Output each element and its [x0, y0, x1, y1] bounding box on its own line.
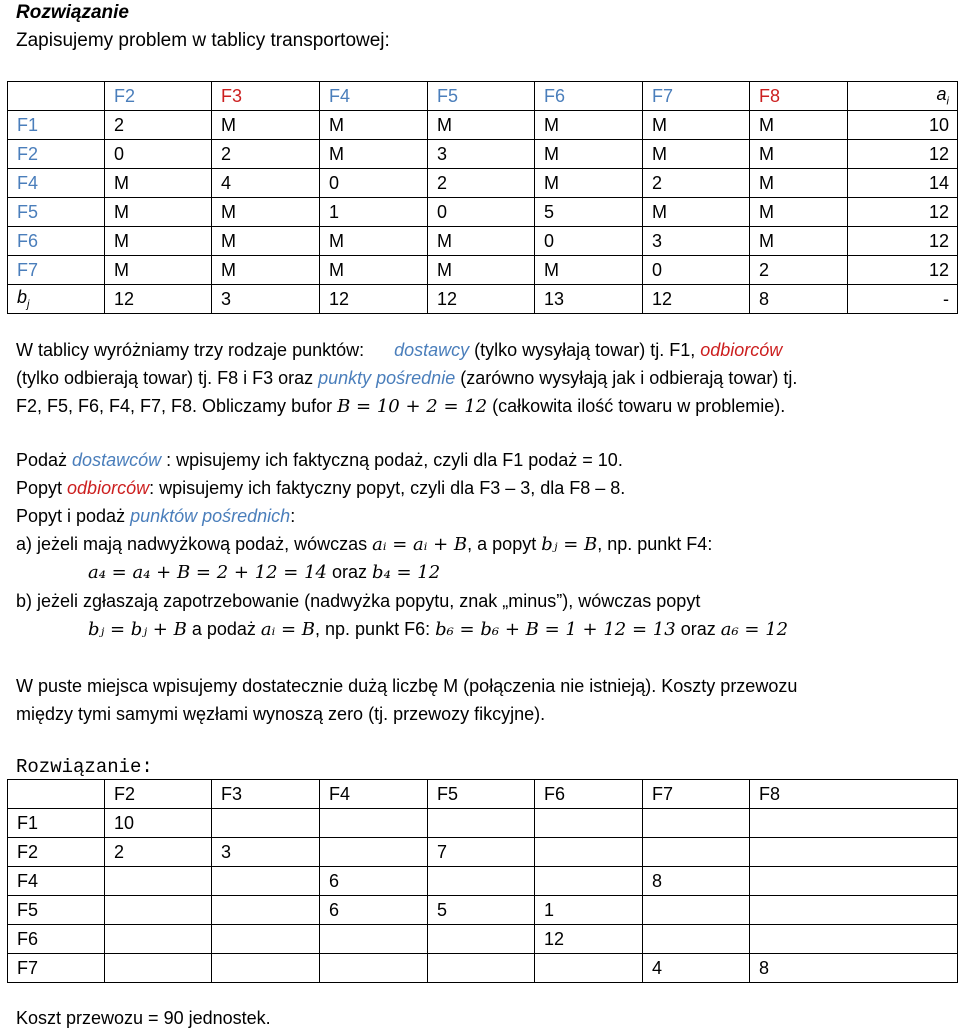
math-expression: aᵢ = B — [260, 619, 316, 640]
list-item-continuation: a₄ = a₄ + B = 2 + 12 = 14 oraz b₄ = 12 — [88, 562, 441, 583]
row-label: F5 — [8, 198, 105, 227]
table-cell: 0 — [105, 140, 212, 169]
supply-cell: 12 — [848, 227, 958, 256]
math-expression: aᵢ = aᵢ + B — [372, 534, 468, 555]
table-cell: 10 — [105, 809, 212, 838]
table-cell — [212, 809, 320, 838]
table-cell — [320, 809, 428, 838]
table-cell: M — [643, 198, 750, 227]
table-cell: 12 — [535, 925, 643, 954]
table-cell — [212, 896, 320, 925]
table-cell: M — [643, 111, 750, 140]
table-row — [8, 867, 958, 896]
table-cell — [750, 925, 958, 954]
demand-cell: 12 — [320, 285, 428, 314]
table-cell: M — [750, 227, 848, 256]
table-cell: 0 — [428, 198, 535, 227]
table-cell — [105, 896, 212, 925]
solution-heading: Rozwiązanie — [16, 2, 129, 23]
math-expression: b₆ = b₆ + B = 1 + 12 = 13 — [435, 619, 676, 640]
supply-cell: 10 — [848, 111, 958, 140]
row-label: F7 — [8, 954, 105, 983]
demand-cell: 13 — [535, 285, 643, 314]
table-cell — [105, 925, 212, 954]
table-cell: 2 — [105, 838, 212, 867]
table-cell: M — [750, 111, 848, 140]
table-cell: M — [750, 140, 848, 169]
table-cell: M — [428, 256, 535, 285]
table-cell — [535, 954, 643, 983]
table-cell: M — [535, 256, 643, 285]
table-header-row — [8, 780, 958, 809]
table-cell: 4 — [643, 954, 750, 983]
table-cell — [535, 867, 643, 896]
table-cell: 2 — [643, 169, 750, 198]
table-cell: M — [105, 198, 212, 227]
table-cell — [750, 896, 958, 925]
header-cell: F5 — [428, 780, 535, 809]
table-cell — [212, 954, 320, 983]
table-cell — [212, 925, 320, 954]
table-cell — [320, 838, 428, 867]
header-cell: F2 — [105, 780, 212, 809]
paragraph-line: F2, F5, F6, F4, F7, F8. Obliczamy bufor B = 10 + 2 = 12 (całkowita ilość towaru w problemie). — [16, 396, 786, 417]
table-cell: M — [535, 169, 643, 198]
table-cell — [320, 954, 428, 983]
table-cell — [643, 896, 750, 925]
table-cell: 0 — [535, 227, 643, 256]
header-cell: F4 — [320, 82, 428, 111]
table-cell: 8 — [750, 954, 958, 983]
header-cell: F2 — [105, 82, 212, 111]
demand-label: $b_j$ — [8, 285, 105, 314]
table-cell — [320, 925, 428, 954]
paragraph-line: Podaż dostawców : wpisujemy ich faktyczną podaż, czyli dla F1 podaż = 10. — [16, 450, 623, 470]
intro-text: Zapisujemy problem w tablicy transportowej: — [16, 30, 390, 51]
table-cell: M — [105, 256, 212, 285]
table-row — [8, 111, 958, 140]
header-cell: F7 — [643, 82, 750, 111]
table-cell — [428, 867, 535, 896]
table-row — [8, 838, 958, 867]
transport-table — [7, 81, 958, 314]
table-cell — [428, 809, 535, 838]
table-cell: M — [428, 227, 535, 256]
table-cell: 3 — [428, 140, 535, 169]
table-cell — [535, 838, 643, 867]
demand-cell: 12 — [105, 285, 212, 314]
table-cell: 0 — [320, 169, 428, 198]
row-label: F1 — [8, 111, 105, 140]
table-cell: M — [535, 111, 643, 140]
table-cell: 2 — [105, 111, 212, 140]
demand-row — [8, 285, 958, 314]
table-cell: M — [105, 169, 212, 198]
table-cell: 8 — [643, 867, 750, 896]
solution-table — [7, 779, 958, 983]
paragraph-line: między tymi samymi węzłami wynoszą zero (tj. przewozy fikcyjne). — [16, 704, 546, 724]
header-cell: F8 — [750, 780, 958, 809]
table-cell: M — [750, 169, 848, 198]
table-row — [8, 256, 958, 285]
demand-cell: 12 — [428, 285, 535, 314]
table-cell: M — [212, 111, 320, 140]
list-item: b) jeżeli zgłaszają zapotrzebowanie (nadwyżka popytu, znak „minus”), wówczas popyt — [16, 591, 701, 611]
table-header-row — [8, 82, 958, 111]
paragraph-line: Popyt odbiorców: wpisujemy ich faktyczny popyt, czyli dla F3 – 3, dla F8 – 8. — [16, 478, 626, 498]
supply-cell: 12 — [848, 256, 958, 285]
demand-cell: 3 — [212, 285, 320, 314]
header-cell: F8 — [750, 82, 848, 111]
table-cell: M — [212, 227, 320, 256]
header-cell: F6 — [535, 780, 643, 809]
table-cell: 4 — [212, 169, 320, 198]
header-cell: F3 — [212, 780, 320, 809]
table-cell — [643, 925, 750, 954]
row-label: F4 — [8, 169, 105, 198]
table-cell: M — [643, 140, 750, 169]
header-cell — [8, 82, 105, 111]
table-cell: 0 — [643, 256, 750, 285]
demand-cell: - — [848, 285, 958, 314]
table-cell — [643, 809, 750, 838]
row-label: F2 — [8, 140, 105, 169]
table-cell — [105, 954, 212, 983]
math-expression: a₄ = a₄ + B = 2 + 12 = 14 — [88, 562, 328, 583]
table-cell: 7 — [428, 838, 535, 867]
table-cell: 3 — [212, 838, 320, 867]
table-cell — [535, 809, 643, 838]
header-cell: F4 — [320, 780, 428, 809]
table-cell: 2 — [750, 256, 848, 285]
table-row — [8, 140, 958, 169]
row-label: F1 — [8, 809, 105, 838]
supply-header-cell: $a_i$ — [848, 82, 958, 111]
table-cell — [750, 867, 958, 896]
math-expression: B = 10 + 2 = 12 — [337, 396, 488, 417]
paragraph-line: (tylko odbierają towar) tj. F8 i F3 oraz punkty pośrednie (zarówno wysyłają jak i odbierają towar) tj. — [16, 368, 798, 388]
table-row — [8, 169, 958, 198]
table-row — [8, 925, 958, 954]
table-cell: M — [428, 111, 535, 140]
table-cell: 2 — [428, 169, 535, 198]
table-cell: 3 — [643, 227, 750, 256]
supply-cell: 14 — [848, 169, 958, 198]
table-cell: 5 — [535, 198, 643, 227]
table-row — [8, 198, 958, 227]
header-cell: F6 — [535, 82, 643, 111]
table-cell — [750, 809, 958, 838]
total-cost-text: Koszt przewozu = 90 jednostek. — [16, 1008, 271, 1028]
header-cell — [8, 780, 105, 809]
math-expression: bⱼ = bⱼ + B — [88, 619, 187, 640]
list-item-continuation: bⱼ = bⱼ + B a podaż aᵢ = B, np. punkt F6: b₆ = b₆ + B = 1 + 12 = 13 oraz a₆ = 12 — [88, 619, 789, 640]
table-cell — [105, 867, 212, 896]
table-cell — [750, 838, 958, 867]
table-cell: M — [105, 227, 212, 256]
table-cell: M — [750, 198, 848, 227]
table-cell: M — [320, 256, 428, 285]
table-cell: M — [212, 256, 320, 285]
table-cell: 1 — [320, 198, 428, 227]
paragraph-line: W puste miejsca wpisujemy dostatecznie dużą liczbę M (połączenia nie istnieją). Koszty przewozu — [16, 676, 798, 696]
table-row — [8, 227, 958, 256]
table-cell: M — [535, 140, 643, 169]
table-cell: 5 — [428, 896, 535, 925]
table-cell: 2 — [212, 140, 320, 169]
table-cell — [428, 925, 535, 954]
table-cell: M — [320, 140, 428, 169]
paragraph-line: Popyt i podaż punktów pośrednich: — [16, 506, 296, 526]
table-cell — [428, 954, 535, 983]
list-item: a) jeżeli mają nadwyżkową podaż, wówczas aᵢ = aᵢ + B, a popyt bⱼ = B, np. punkt F4: — [16, 534, 713, 555]
row-label: F6 — [8, 227, 105, 256]
math-expression: b₄ = 12 — [372, 562, 441, 583]
table-row — [8, 896, 958, 925]
table-cell — [212, 867, 320, 896]
header-cell: F7 — [643, 780, 750, 809]
math-expression: a₆ = 12 — [720, 619, 789, 640]
demand-cell: 8 — [750, 285, 848, 314]
math-expression: bⱼ = B — [541, 534, 598, 555]
paragraph-line: W tablicy wyróżniamy trzy rodzaje punktów: dostawcy (tylko wysyłają towar) tj. F1, odbiorców — [16, 340, 783, 360]
row-label: F7 — [8, 256, 105, 285]
table-row — [8, 954, 958, 983]
supply-cell: 12 — [848, 140, 958, 169]
row-label: F6 — [8, 925, 105, 954]
header-cell: F5 — [428, 82, 535, 111]
row-label: F5 — [8, 896, 105, 925]
table-cell: M — [212, 198, 320, 227]
table-cell: 1 — [535, 896, 643, 925]
table-cell: 6 — [320, 867, 428, 896]
solution-title: Rozwiązanie: — [16, 756, 153, 778]
table-row — [8, 809, 958, 838]
table-cell: M — [320, 111, 428, 140]
supply-cell: 12 — [848, 198, 958, 227]
row-label: F2 — [8, 838, 105, 867]
table-cell — [643, 838, 750, 867]
table-cell: 6 — [320, 896, 428, 925]
table-cell: M — [320, 227, 428, 256]
header-cell: F3 — [212, 82, 320, 111]
row-label: F4 — [8, 867, 105, 896]
demand-cell: 12 — [643, 285, 750, 314]
